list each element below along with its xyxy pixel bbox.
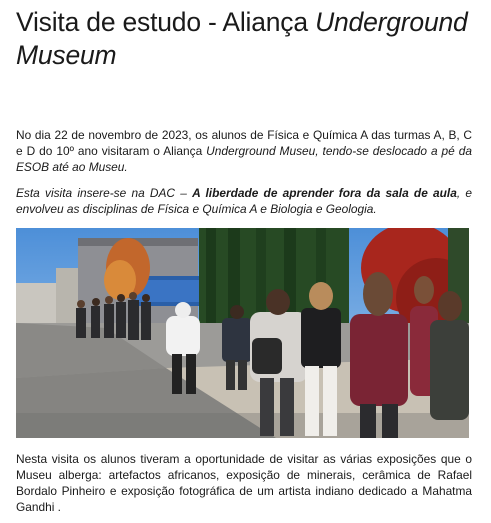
dac-bold-text: A liberdade de aprender fora da sala de aula (192, 186, 457, 200)
dac-paragraph (16, 185, 472, 217)
exhibits-paragraph: Nesta visita os alunos tiveram a oportunidade de visitar as várias exposições que o Museu alberga: artefactos africanos, exposição de minerais, cerâmica de Rafael Bordalo Pinheiro e exposição fotográfica de um artista indiano dedicado a Mahatma Gandhi . (16, 452, 472, 514)
intro-paragraph (16, 127, 472, 175)
intro-text-italic-museum: Underground Museu (206, 144, 316, 158)
intro-text-italic-rest: , tendo-se deslocado a pé da (315, 144, 472, 158)
title-italic-text: Underground Museum (16, 7, 468, 70)
students-walking-photo (16, 228, 469, 438)
dac-text-1: Esta visita insere-se na DAC – (16, 186, 193, 200)
page-title (16, 6, 481, 72)
dac-text-2: , e envolveu as disciplinas de Física e Química A e Biologia e Geologia. (16, 186, 472, 216)
intro-text-italic-esob: ESOB até ao Museu. (16, 160, 128, 174)
title-text: Visita de estudo - Aliança (16, 7, 316, 37)
intro-text-1: No dia 22 de novembro de 2023, os alunos de Física e Química A das turmas A, B, C e D do 10º ano visitaram o Aliança (16, 128, 472, 158)
visit-photo (16, 228, 469, 438)
